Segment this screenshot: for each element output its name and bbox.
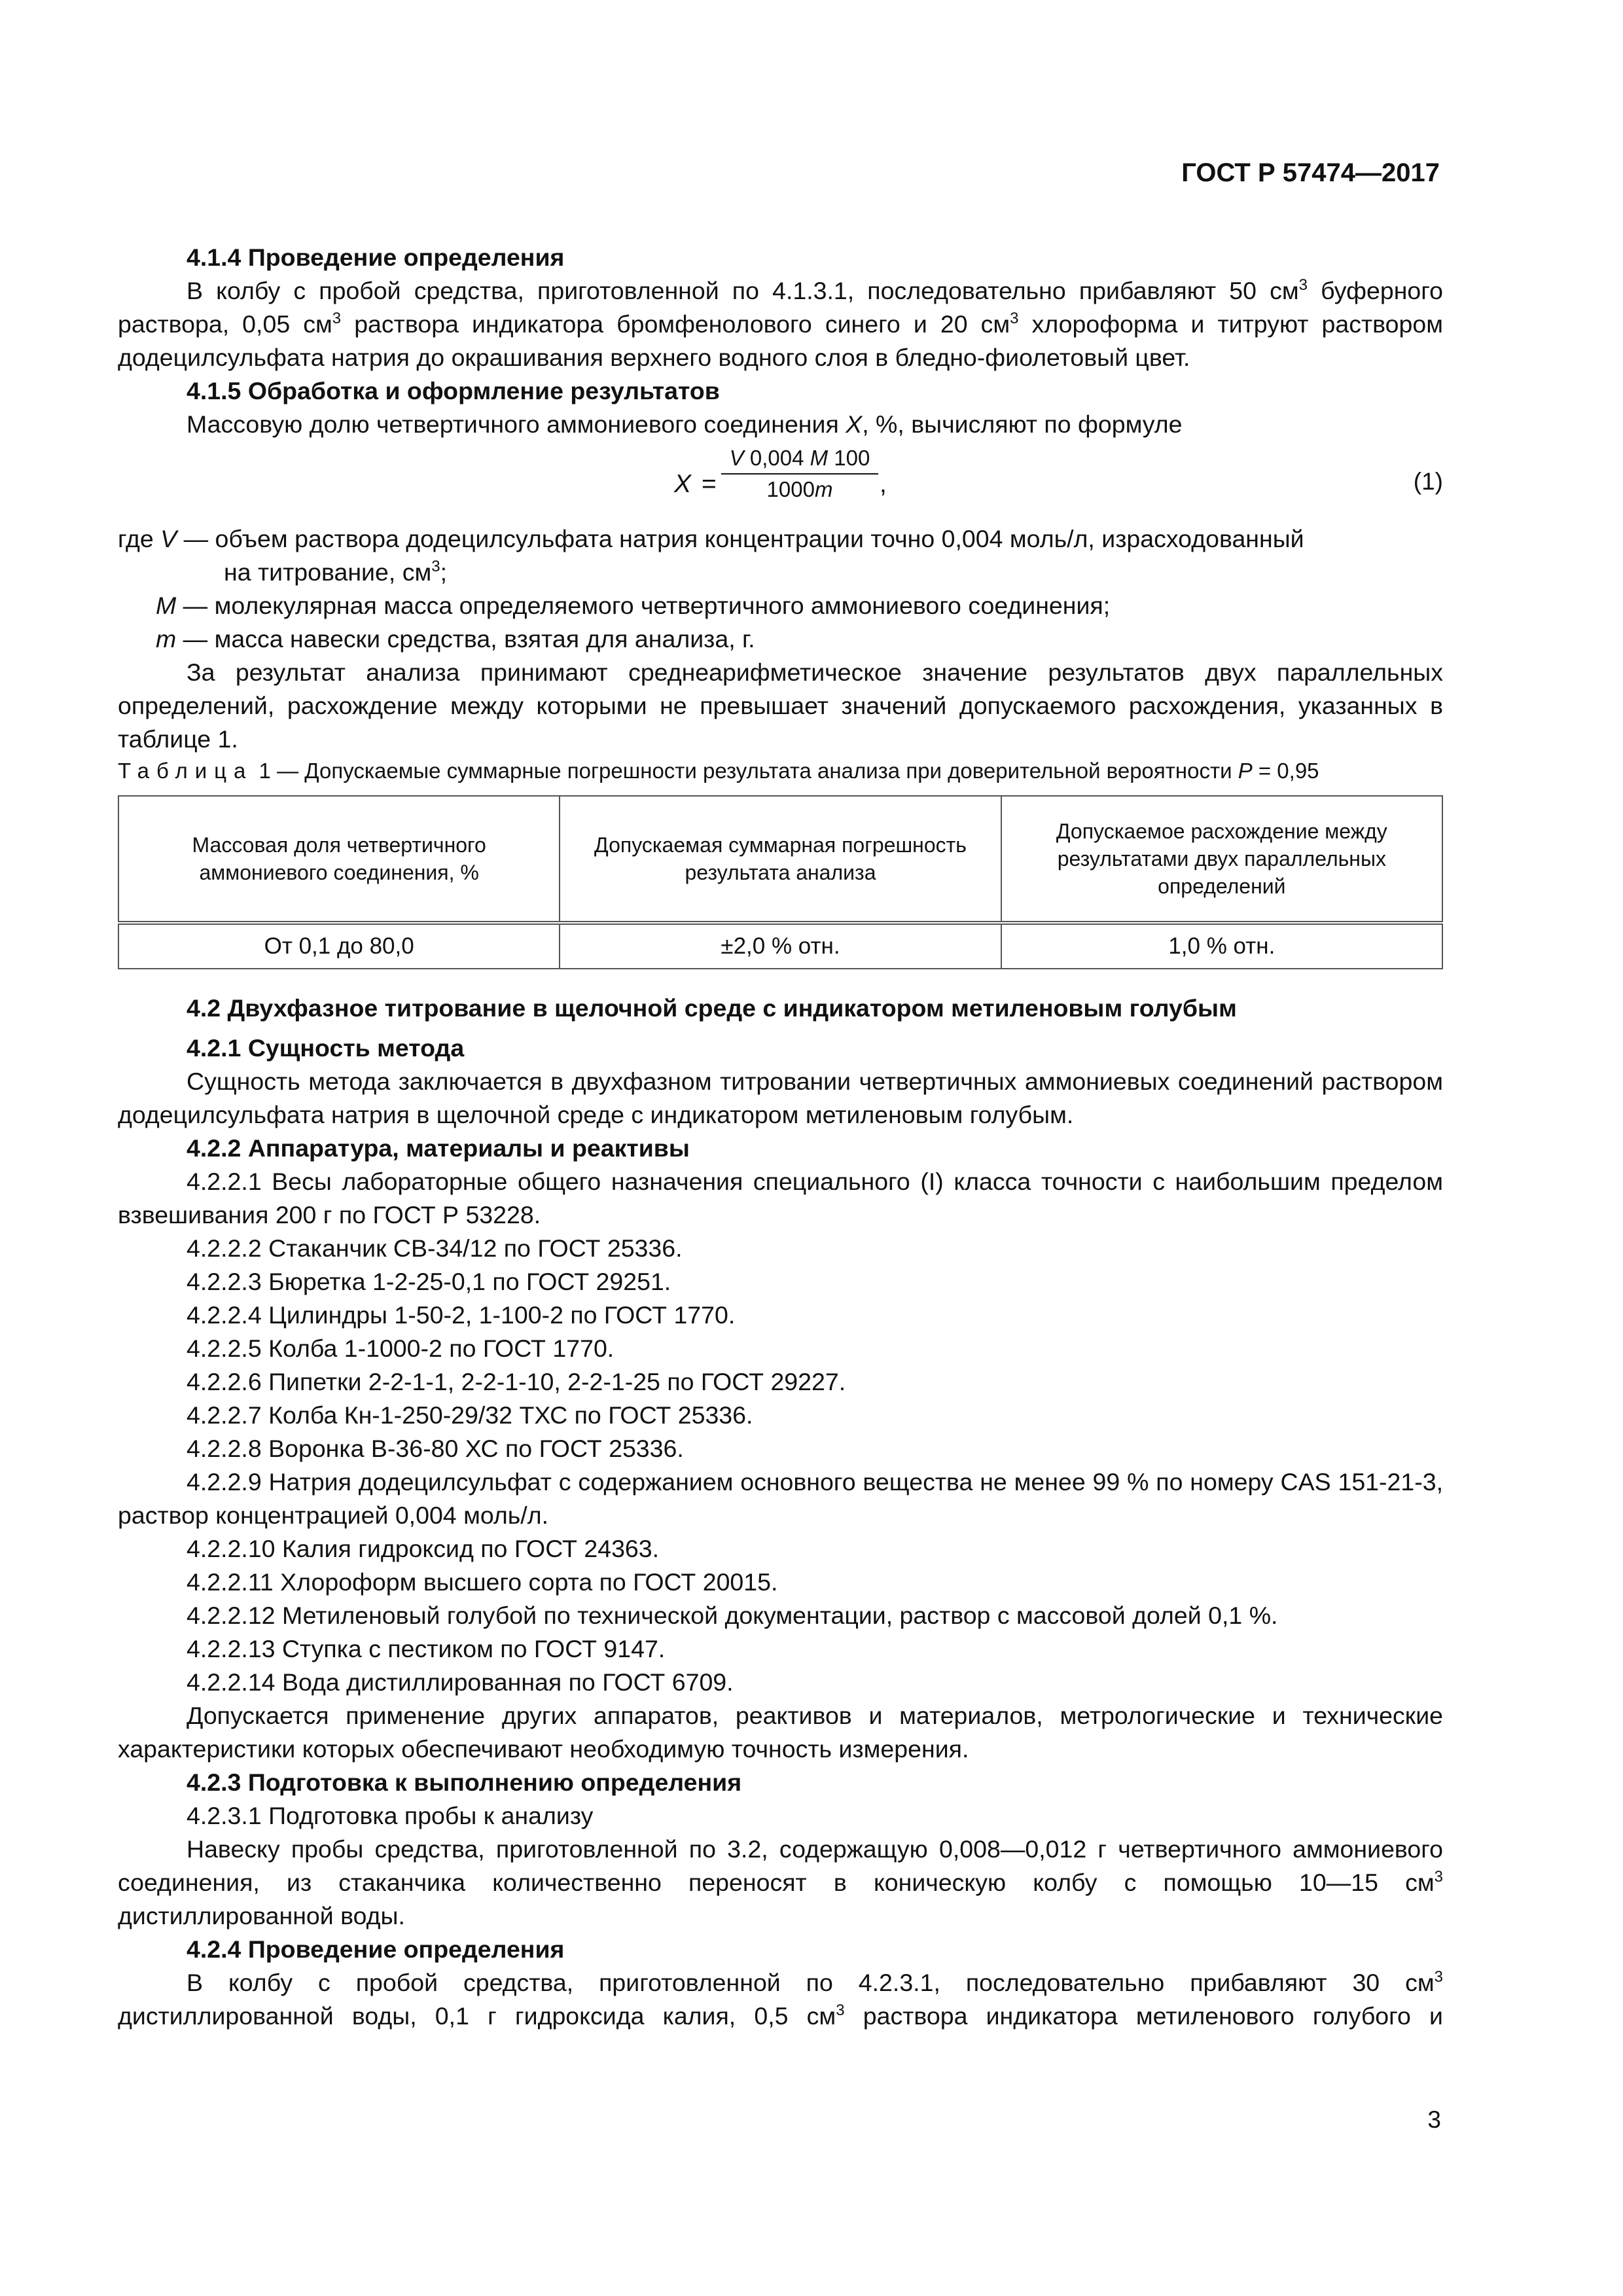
table-header-cell: Массовая доля четвертичного аммониевого соединения, %	[118, 796, 560, 923]
list-item: 4.2.2.5 Колба 1-1000-2 по ГОСТ 1770.	[187, 1335, 615, 1362]
formula-comma: ,	[880, 470, 887, 498]
section-4-2-3-1-text: Навеску пробы средства, приготовленной по 3.2, содержащую 0,008—0,012 г четвертичного аммониевого соединения, из стаканчика количественно переносят в коническую колбу с помощью 10—15 $см^3$ дистиллированной воды.	[118, 1835, 1443, 1929]
section-4-2-1-title: 4.2.1 Сущность метода	[187, 1034, 465, 1062]
formula-numerator: V 0,004 M 100	[729, 446, 870, 470]
definition-m-upper: M — молекулярная масса определяемого четвертичного аммониевого соединения;	[156, 592, 1111, 619]
table-row	[118, 923, 1442, 969]
section-4-2-title: 4.2 Двухфазное титрование в щелочной среде с индикатором метиленовым голубым	[187, 994, 1237, 1022]
table-cell: От 0,1 до 80,0	[118, 923, 560, 969]
section-4-1-5-title: 4.1.5 Обработка и оформление результатов	[187, 377, 720, 404]
section-4-2-4-title: 4.2.4 Проведение определения	[187, 1935, 565, 1963]
list-item: 4.2.2.3 Бюретка 1-2-25-0,1 по ГОСТ 29251.	[187, 1268, 671, 1295]
list-item: 4.2.2.4 Цилиндры 1-50-2, 1-100-2 по ГОСТ 1770.	[187, 1301, 736, 1329]
list-item: 4.2.2.13 Ступка с пестиком по ГОСТ 9147.	[187, 1635, 666, 1662]
list-item: 4.2.2.10 Калия гидроксид по ГОСТ 24363.	[187, 1535, 660, 1562]
section-4-2-2-title: 4.2.2 Аппаратура, материалы и реактивы	[187, 1134, 690, 1162]
formula-denominator: 1000m	[766, 477, 833, 501]
fraction-bar	[721, 473, 878, 475]
allowed-text: Допускается применение других аппаратов, реактивов и материалов, метрологические и технические характеристики которых обеспечивают необходимую точность измерения.	[118, 1702, 1443, 1763]
list-item: 4.2.2.7 Колба Кн-1-250-29/32 ТХС по ГОСТ 25336.	[187, 1401, 753, 1429]
section-4-2-3-title: 4.2.3 Подготовка к выполнению определения	[187, 1768, 742, 1796]
result-text: За результат анализа принимают среднеарифметическое значение результатов двух параллельных определений, расхождение между которыми не превышает значений допускаемого расхождения, указанных в таблице 1.	[118, 658, 1443, 753]
table-cell: ±2,0 % отн.	[560, 923, 1001, 969]
list-item: 4.2.2.1 Весы лабораторные общего назначения специального (I) класса точности с наибольшим пределом взвешивания 200 г по ГОСТ Р 53228.	[118, 1168, 1443, 1229]
table-1-caption: Таблица 1 — Допускаемые суммарные погрешности результата анализа при доверительной вероятности P = 0,95	[118, 759, 1319, 783]
document-body	[118, 241, 1443, 2033]
standard-number: ГОСТ Р 57474—2017	[1181, 158, 1440, 187]
section-4-1-4-title: 4.1.4 Проведение определения	[187, 243, 565, 271]
formula-intro: Массовую долю четвертичного аммониевого соединения X, %, вычисляют по формуле	[187, 410, 1183, 438]
table-header-cell: Допускаемая суммарная погрешность результата анализа	[560, 796, 1001, 923]
table-1	[118, 795, 1443, 969]
formula-definitions	[118, 522, 1443, 656]
table-cell: 1,0 % отн.	[1001, 923, 1442, 969]
formula-fraction	[721, 445, 878, 503]
section-4-2-4-text: В колбу с пробой средства, приготовленной по 4.2.3.1, последовательно прибавляют 30 $см^3$ дистиллированной воды, 0,1 г гидроксида калия, 0,5 $см^3$ раствора индикатора метиленового голубого и	[118, 1968, 1443, 2030]
formula-equals: =	[702, 470, 717, 498]
table-header-cell: Допускаемое расхождение между результатами двух параллельных определений	[1001, 796, 1442, 923]
list-item: 4.2.2.6 Пипетки 2-2-1-1, 2-2-1-10, 2-2-1-25 по ГОСТ 29227.	[187, 1368, 846, 1395]
formula-lhs: X	[674, 470, 692, 498]
list-item: 4.2.2.9 Натрия додецилсульфат с содержанием основного вещества не менее 99 % по номеру CAS 151-21-3, раствор концентрацией 0,004 моль/л.	[118, 1468, 1443, 1529]
list-item: 4.2.2.11 Хлороформ высшего сорта по ГОСТ 20015.	[187, 1568, 778, 1596]
list-item: 4.2.2.2 Стаканчик СВ-34/12 по ГОСТ 25336.	[187, 1234, 683, 1262]
page-number: 3	[1427, 2106, 1441, 2133]
definition-v-continued: на титрование, $см^3$;	[224, 558, 448, 586]
formula-1	[118, 441, 1443, 522]
section-4-2-1-text: Сущность метода заключается в двухфазном титровании четвертичных аммониевых соединений раствором додецилсульфата натрия в щелочной среде с индикатором метиленовым голубым.	[118, 1067, 1443, 1128]
list-item: 4.2.2.8 Воронка В-36-80 ХС по ГОСТ 25336.	[187, 1435, 684, 1462]
list-item: 4.2.2.14 Вода дистиллированная по ГОСТ 6709.	[187, 1668, 734, 1696]
section-4-1-4-text: В колбу с пробой средства, приготовленной по 4.1.3.1, последовательно прибавляют 50 $см^3$ буферного раствора, 0,05 $см^3$ раствора индикатора бромфенолового синего и 20 $см^3$ хлороформа и титруют раствором додецилсульфата натрия до окрашивания верхнего водного слоя в бледно-фиолетовый цвет.	[118, 276, 1444, 371]
definition-v: где V — объем раствора додецилсульфата натрия концентрации точно 0,004 моль/л, израсходованный	[118, 525, 1304, 552]
list-item: 4.2.2.12 Метиленовый голубой по технической документации, раствор с массовой долей 0,1 %.	[187, 1602, 1278, 1629]
section-4-2-3-1-title: 4.2.3.1 Подготовка пробы к анализу	[187, 1802, 594, 1829]
formula-number: (1)	[1413, 468, 1443, 495]
definition-m-lower: m — масса навески средства, взятая для анализа, г.	[156, 625, 755, 653]
